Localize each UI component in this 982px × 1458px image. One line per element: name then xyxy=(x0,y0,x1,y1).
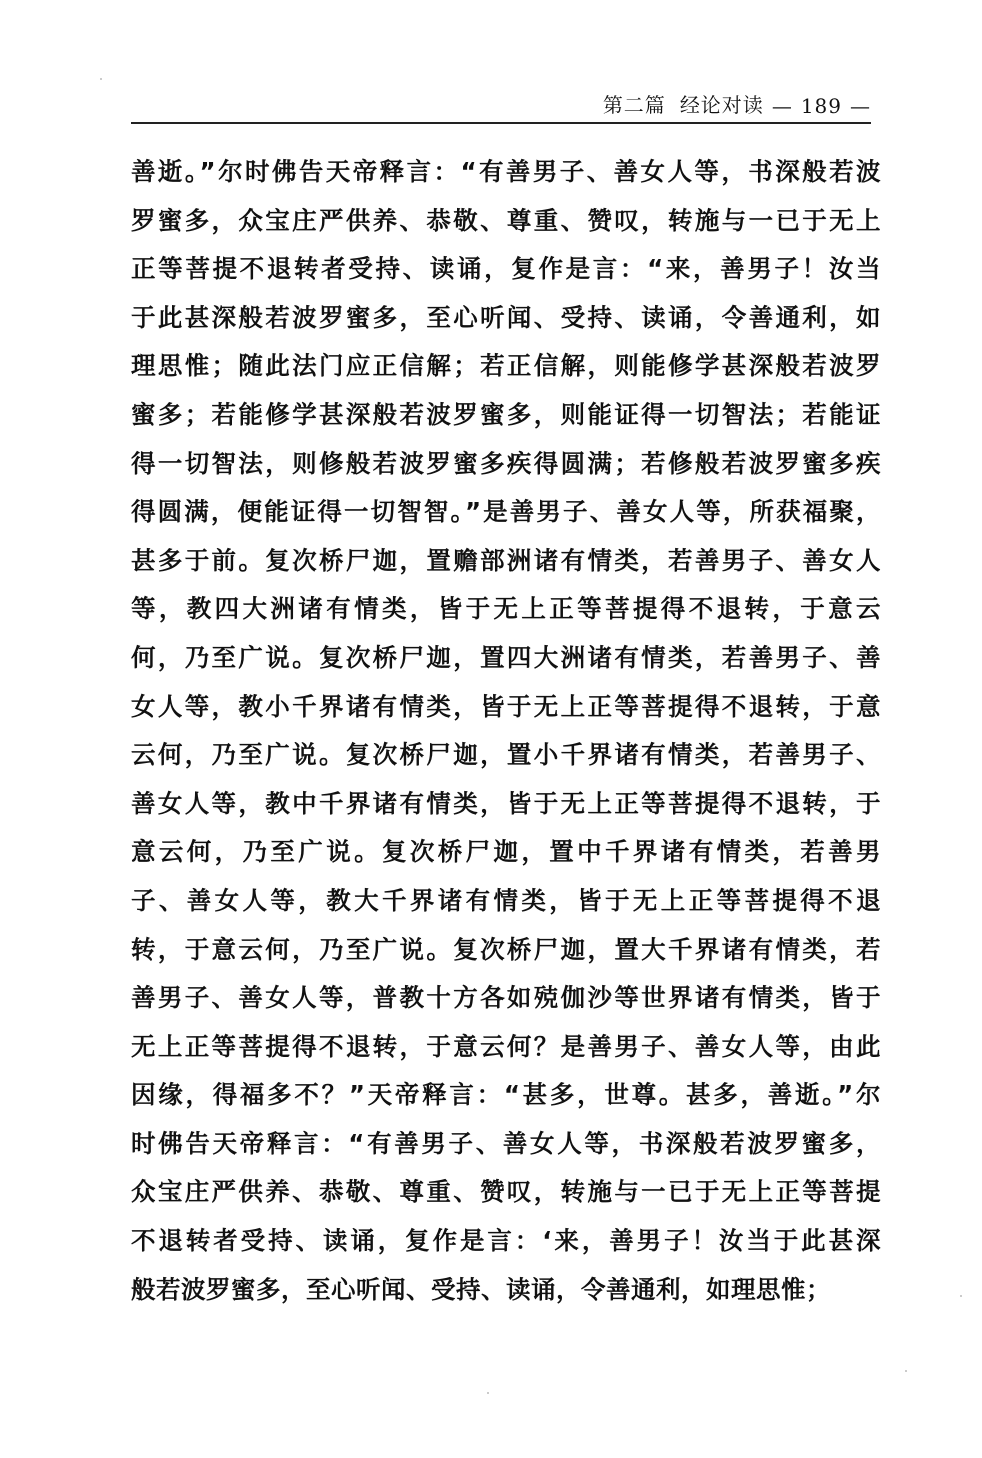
scan-speck xyxy=(100,78,102,80)
text-line: 何，乃至广说。复次桥尸迦，置四大洲诸有情类，若善男子、善 xyxy=(131,642,881,672)
text-line: 理思惟；随此法门应正信解；若正信解，则能修学甚深般若波罗 xyxy=(131,351,881,381)
text-line: 于此甚深般若波罗蜜多，至心听闻、受持、读诵，令善通利，如 xyxy=(131,302,881,332)
text-line: 转，于意云何，乃至广说。复次桥尸迦，置大千界诸有情类，若 xyxy=(131,934,881,964)
text-line: 般若波罗蜜多，至心听闻、受持、读诵，令善通利，如理思惟； xyxy=(131,1274,831,1304)
text-line: 无上正等菩提得不退转，于意云何？是善男子、善女人等，由此 xyxy=(131,1031,881,1061)
body-text xyxy=(131,148,881,1314)
text-line: 蜜多；若能修学甚深般若波罗蜜多，则能证得一切智法；若能证 xyxy=(131,399,881,429)
page-number-dash-right: — xyxy=(850,94,871,118)
text-line: 子、善女人等，教大千界诸有情类，皆于无上正等菩提得不退 xyxy=(131,885,881,915)
text-line: 不退转者受持、读诵，复作是言：‘来，善男子！汝当于此甚深 xyxy=(131,1226,881,1256)
text-line: 时佛告天帝释言：“有善男子、善女人等，书深般若波罗蜜多， xyxy=(131,1128,881,1158)
text-line: 众宝庄严供养、恭敬、尊重、赞叹，转施与一已于无上正等菩提 xyxy=(131,1177,881,1207)
text-line: 罗蜜多，众宝庄严供养、恭敬、尊重、赞叹，转施与一已于无上 xyxy=(131,205,881,235)
text-line: 善女人等，教中千界诸有情类，皆于无上正等菩提得不退转，于 xyxy=(131,788,881,818)
text-line: 意云何，乃至广说。复次桥尸迦，置中千界诸有情类，若善男 xyxy=(131,837,881,867)
text-line: 善逝。”尔时佛告天帝释言：“有善男子、善女人等，书深般若波 xyxy=(131,157,881,186)
text-line: 正等菩提不退转者受持、读诵，复作是言：“来，善男子！汝当 xyxy=(131,254,881,284)
section-label: 第二篇 xyxy=(602,93,666,117)
text-line: 甚多于前。复次桥尸迦，置赡部洲诸有情类，若善男子、善女人 xyxy=(131,545,881,575)
scan-speck xyxy=(960,1295,962,1297)
text-line: 女人等，教小千界诸有情类，皆于无上正等菩提得不退转，于意 xyxy=(131,691,881,721)
text-line: 善男子、善女人等，普教十方各如殑伽沙等世界诸有情类，皆于 xyxy=(131,983,881,1013)
text-line: 因缘，得福多不？”天帝释言：“甚多，世尊。甚多，善逝。”尔 xyxy=(131,1080,881,1110)
scan-speck xyxy=(487,1392,489,1394)
text-line: 得一切智法，则修般若波罗蜜多疾得圆满；若修般若波罗蜜多疾 xyxy=(131,448,881,478)
running-head xyxy=(131,90,871,124)
page-number-dash-left: — xyxy=(771,94,793,118)
chapter-title: 经论对读 xyxy=(679,93,764,117)
text-line: 等，教四大洲诸有情类，皆于无上正等菩提得不退转，于意云 xyxy=(131,594,881,624)
text-line: 云何，乃至广说。复次桥尸迦，置小千界诸有情类，若善男子、 xyxy=(131,740,881,770)
page-number: 189 xyxy=(800,94,842,118)
scan-speck xyxy=(905,1370,907,1372)
text-line: 得圆满，便能证得一切智智。”是善男子、善女人等，所获福聚， xyxy=(131,497,881,527)
